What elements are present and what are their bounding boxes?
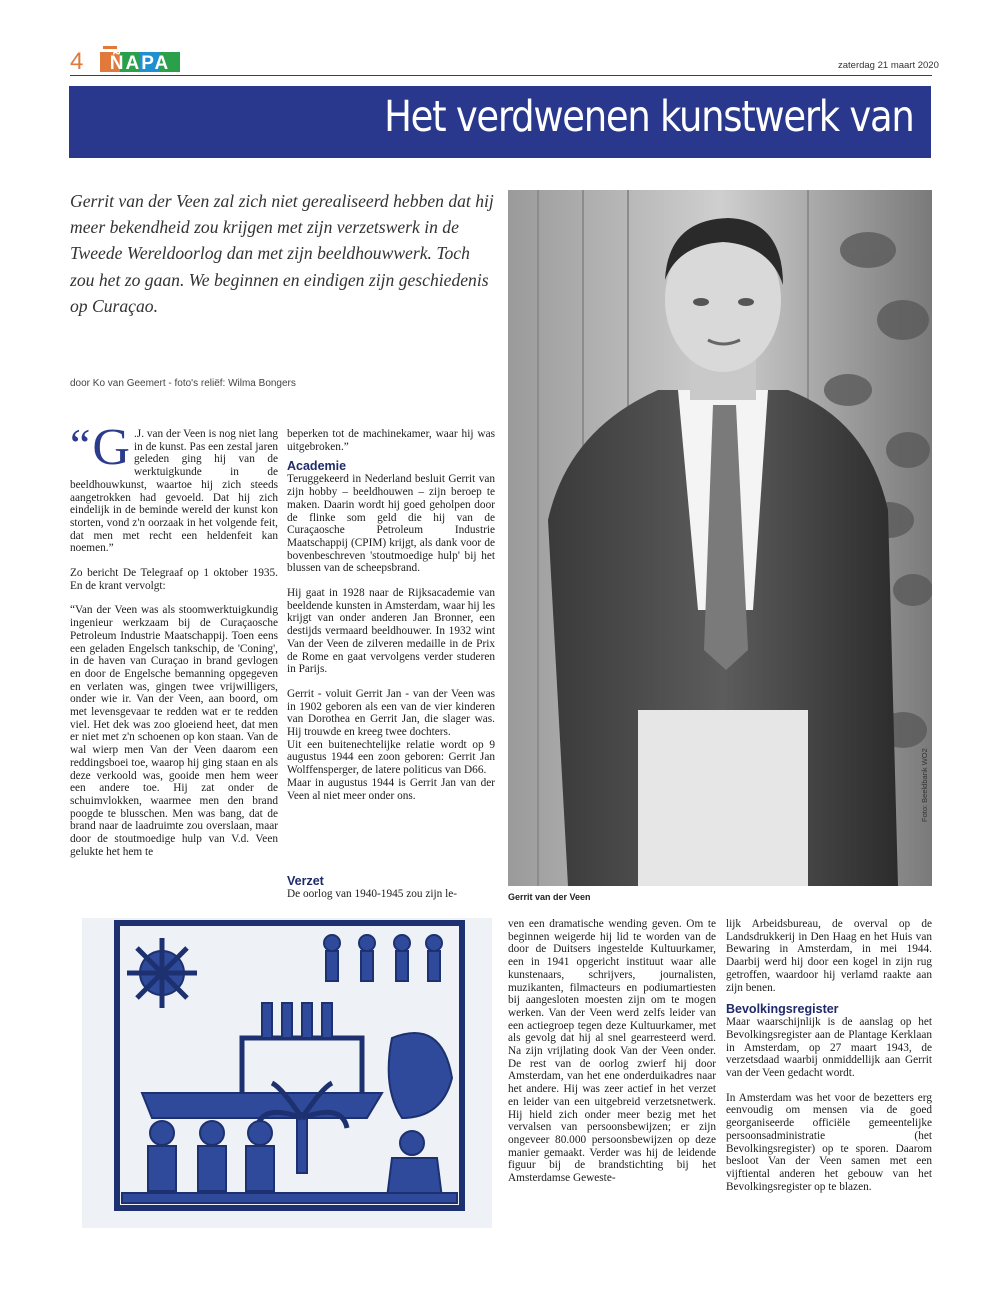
subheading-academie: Academie bbox=[287, 459, 347, 474]
paragraph: De oorlog van 1940-1945 zou zijn le- bbox=[287, 888, 458, 900]
napa-logo bbox=[100, 46, 182, 74]
paragraph: lijk Arbeidsbureau, de overval op de Landsdrukkerij in Den Haag en het Huis van Bewaring in Amsterdam, in mei 1944. Daarbij werd hij door een kogel in zijn rug getroffen, waardoor hij verlamd raakte aan zijn benen. bbox=[726, 918, 932, 994]
drop-cap: G bbox=[92, 419, 130, 476]
opening-quote-mark: “ bbox=[70, 419, 91, 470]
paragraph: ven een dramatische wending geven. Om te beginnen weigerde hij lid te worden van de door de Duitsers ingestelde Kultuurkamer, een in 1941 opgericht instituut waar alle kunstenaars, schrijvers, journalisten, muzikanten, filmacteurs en podiumartiesten bij aangesloten moesten zijn om te mogen werken. Van der Veen werd zelfs leider van een actiegroep tegen deze Kultuurkamer, met als gevolg dat hij al snel gearresteerd werd. Na zijn vrijlating dook Van der Veen onder. De rest van de oorlog zwierf hij door Amsterdam, van het ene onderduikadres naar het andere. Hij was zeer actief in het verzet en leider van een uitgebreid verzetsnetwerk. Hij hield zich onder meer bezig met het vervalsen van persoonsbewijzen; er zijn ongeveer 80.000 persoonsbewijzen op deze manier gemaakt. Verder was hij de leidende figuur bij de brandstichting bij het Amsterdamse Geweste- bbox=[508, 918, 716, 1185]
byline: door Ko van Geemert - foto's reliëf: Wilma Bongers bbox=[70, 378, 296, 389]
paragraph: Teruggekeerd in Nederland besluit Gerrit van zijn hobby – beeldhouwen – zijn beroep te maken. Daarin wordt hij goed geholpen door de flinke som geld die hij van de Curaçaosche Petroleum Industrie Maatschappij (CPIM) krijgt, als dank voor de bovenbeschreven 'stoutmoedige hulp' bij het blussen van de scheepsbrand. bbox=[287, 473, 495, 575]
paragraph: Uit een buitenechtelijke relatie wordt op 9 augustus 1944 een zoon geboren: Gerrit Jan Wolffensperger, de latere politicus van D66. bbox=[287, 738, 495, 777]
portrait-illustration bbox=[508, 190, 932, 886]
paragraph: In Amsterdam was het voor de bezetters erg eenvoudig om mensen via de goed georganiseerde officiële gemeentelijke persoonsadministratie (het Bevolkingsregister) op te sporen. Daarom besloot Van der Veen samen met een vijftiental anderen het gebouw van het Bevolkingsregister op te blazen. bbox=[726, 1091, 932, 1193]
relief-illustration bbox=[82, 918, 492, 1228]
article-opening-paragraph bbox=[70, 419, 278, 555]
title-banner bbox=[69, 86, 931, 158]
article-column-2 bbox=[287, 428, 495, 802]
paragraph: Maar waarschijnlijk is de aanslag op het Bevolkingsregister aan de Plantage Kerklaan in Amsterdam, op 27 maart 1943, de verzetsdaad waarbij onmiddellijk aan Gerrit van der Veen gedacht wordt. bbox=[726, 1016, 932, 1080]
subheading-verzet: Verzet bbox=[287, 874, 324, 888]
subheading-bevolkingsregister: Bevolkingsregister bbox=[726, 1002, 839, 1017]
paragraph: Gerrit - voluit Gerrit Jan - van der Veen was in 1902 geboren als een van de vier kinderen van Dorothea en Gerrit Jan, die slager was. Hij trouwde en kreeg twee dochters. bbox=[287, 687, 495, 739]
article-column-2-bottom bbox=[287, 874, 495, 913]
issue-date: zaterdag 21 maart 2020 bbox=[838, 60, 939, 71]
relief-photo bbox=[82, 918, 492, 1228]
article-intro: Gerrit van der Veen zal zich niet gerealiseerd hebben dat hij meer bekendheid zou krijgen met zijn verzetswerk in de Tweede Wereldoorlog dan met zijn beeldhouwwerk. Toch zou het zo gaan. We beginnen en eindigen zijn geschiedenis op Curaçao. bbox=[70, 191, 494, 316]
paragraph: beperken tot de machinekamer, waar hij was uitgebroken.” bbox=[287, 428, 495, 453]
paragraph: “Van der Veen was als stoomwerktuigkundig ingenieur werkzaam bij de Curaçaosche Petroleum Industrie Maatschappij. Toen eens een geladen Engelsch tankschip, de 'Coning', in de haven van Curaçao in brand gevlogen en door de Engelsche bemanning opgegeven en verlaten was, gingen twee vrijwilligers, onder wie ir. Van der Veen, aan boord, om met levensgevaar te redden wat er te redden viel. Het dek was zoo gloeiend heet, dat men er niet met z'n schoenen op kon staan. Van de wal wierp men Van der Veen daarom een reddingsboei toe, waarop hij ging staan en als deze verkoold was, gooide men hem weer een andere toe. Hij zat onder de schuimvlokken, waarmee men den brand poogde te blusschen. Men was bang, dat de brand naar de laadruimte zou overslaan, maar door de stoutmoedige hulp van V.d. Veen gelukte het hem te bbox=[70, 604, 278, 858]
paragraph: Zo bericht De Telegraaf op 1 oktober 1935. En de krant vervolgt: bbox=[70, 567, 278, 592]
header-rule bbox=[70, 75, 932, 76]
paragraph: Maar in augustus 1944 is Gerrit Jan van der Veen al niet meer onder ons. bbox=[287, 776, 495, 802]
page-number: 4 bbox=[70, 48, 84, 75]
opening-text: .J. van der Veen is nog niet lang in de kunst. Pas een zestal jaren geleden ging hij van de werktuigkunde in de beeldhouwkunst, waartoe hij zich steeds aangetrokken had gevoeld. Dat hij zich eindelijk in de beminde wereld der kunst kon storten, vond z'n oorzaak in het volgende feit, dat men met recht een heldenfeit kan noemen.” bbox=[70, 428, 278, 555]
photo-caption: Gerrit van der Veen bbox=[508, 892, 591, 902]
article-column-3 bbox=[508, 918, 716, 1197]
article-column-1 bbox=[70, 419, 278, 871]
logo-text: ÑAPA bbox=[109, 53, 171, 74]
photo-credit: Foto: Beeldbank WO2 bbox=[920, 748, 929, 822]
article-title: Het verdwenen kunstwerk van bbox=[383, 92, 913, 142]
paragraph: Hij gaat in 1928 naar de Rijksacademie van beeldende kunsten in Amsterdam, waar hij les krijgt van onder anderen Jan Bronner, een destijds vermaard beeldhouwer. In 1932 wint Van der Veen de zilveren medaille in de Prix de Rome en gaat vervolgens verder studeren in Parijs. bbox=[287, 587, 495, 676]
portrait-photo bbox=[508, 190, 932, 886]
article-column-4 bbox=[726, 918, 932, 1205]
